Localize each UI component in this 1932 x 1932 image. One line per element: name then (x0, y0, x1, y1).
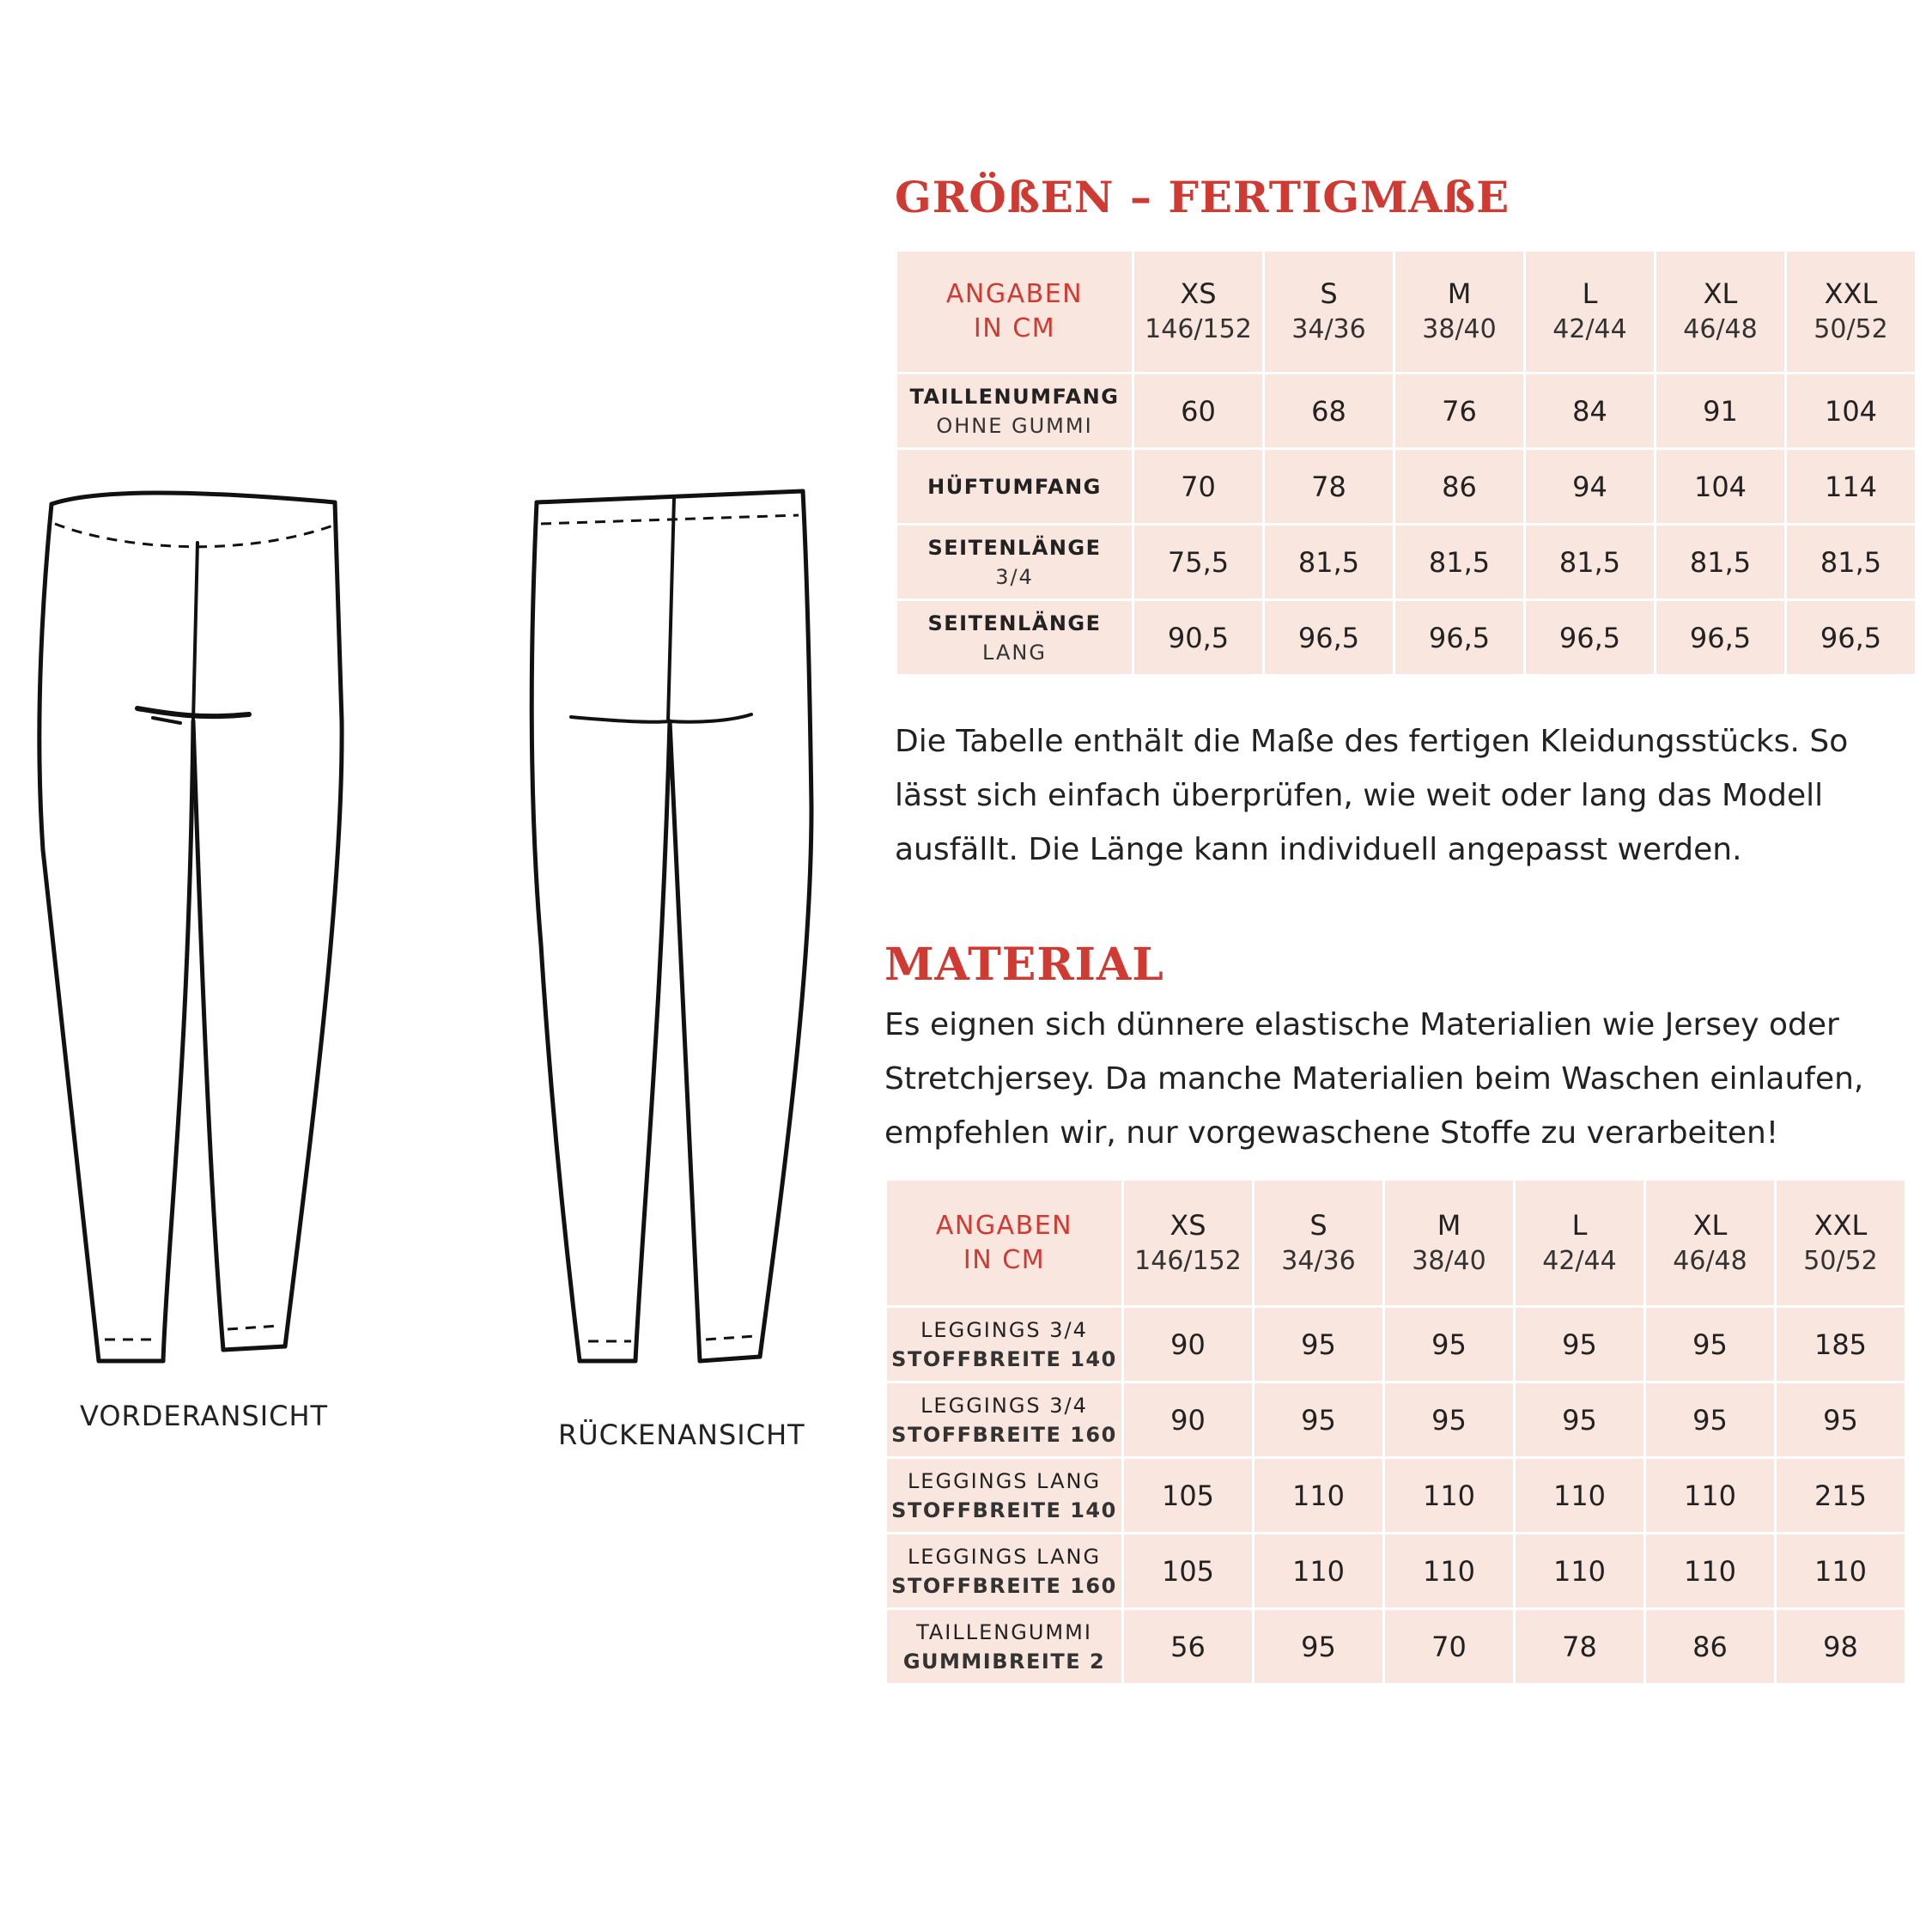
table-cell: 96,5 (1525, 600, 1656, 676)
table-cell: 110 (1384, 1458, 1515, 1534)
table-cell: 110 (1254, 1458, 1384, 1534)
size-range: 50/52 (1803, 1245, 1878, 1276)
size-range: 46/48 (1673, 1245, 1747, 1276)
table-cell: 91 (1656, 374, 1786, 449)
table-cell: 98 (1776, 1609, 1906, 1685)
size-range: 146/152 (1134, 1245, 1242, 1276)
row-label-main: SEITENLÄNGE (927, 611, 1102, 635)
table-cell: 110 (1515, 1458, 1645, 1534)
table-header-row (886, 1180, 1906, 1307)
units-line-2: IN CM (963, 1244, 1046, 1275)
row-label-main: SEITENLÄNGE (927, 535, 1102, 560)
size-label: XXL (1814, 1208, 1868, 1242)
size-label: XS (1180, 277, 1217, 310)
table-row (886, 1609, 1906, 1685)
size-range: 46/48 (1683, 314, 1758, 344)
table-cell: 60 (1133, 374, 1264, 449)
size-label: XL (1692, 1208, 1728, 1242)
size-header-xs (1123, 1180, 1254, 1307)
table-cell: 104 (1656, 449, 1786, 525)
size-header-m (1384, 1180, 1515, 1307)
units-header (896, 251, 1133, 374)
row-label (886, 1382, 1123, 1458)
table-cell: 94 (1525, 449, 1656, 525)
finished-measurements-table (895, 249, 1917, 677)
row-label-main: HÜFTUMFANG (927, 474, 1102, 499)
size-label: S (1309, 1208, 1327, 1242)
sizes-heading: GRÖßEN – FERTIGMAßE (895, 172, 1510, 222)
size-header-l (1525, 251, 1656, 374)
back-view-caption: RÜCKENANSICHT (558, 1419, 805, 1451)
size-header-xs (1133, 251, 1264, 374)
size-header-xxl (1786, 251, 1917, 374)
table-cell: 68 (1264, 374, 1394, 449)
size-header-s (1254, 1180, 1384, 1307)
material-description: Es eignen sich dünnere elastische Materialien wie Jersey oder Stretchjersey. Da manche Materialien beim Waschen einlaufen, empfehlen wir, nur vorgewaschene Stoffe zu verarbeiten! (884, 1007, 1864, 1151)
table-cell: 81,5 (1264, 525, 1394, 600)
row-label-sub: 3/4 (995, 564, 1034, 589)
row-label (896, 374, 1133, 449)
size-header-xl (1645, 1180, 1776, 1307)
material-requirements-table (884, 1178, 1907, 1686)
row-label-sub: STOFFBREITE 160 (891, 1573, 1117, 1598)
table-cell: 90 (1123, 1382, 1254, 1458)
row-label-sub: OHNE GUMMI (936, 413, 1093, 438)
row-label-sub: GUMMIBREITE 2 (902, 1649, 1106, 1674)
table-cell: 95 (1645, 1307, 1776, 1382)
row-label-main: LEGGINGS 3/4 (920, 1393, 1088, 1418)
table-cell: 95 (1776, 1382, 1906, 1458)
table-cell: 96,5 (1264, 600, 1394, 676)
row-label (886, 1609, 1123, 1685)
front-view-drawing (17, 464, 361, 1391)
size-label: XXL (1824, 277, 1878, 310)
table-header-row (896, 251, 1917, 374)
table-row (896, 449, 1917, 525)
material-heading: MATERIAL (884, 939, 1164, 991)
table-cell: 86 (1645, 1609, 1776, 1685)
row-label-main: LEGGINGS LANG (907, 1544, 1102, 1569)
size-range: 34/36 (1291, 314, 1366, 344)
table-cell: 96,5 (1656, 600, 1786, 676)
table-cell: 96,5 (1394, 600, 1525, 676)
front-view-caption: VORDERANSICHT (80, 1400, 329, 1432)
table-cell: 215 (1776, 1458, 1906, 1534)
table-row (896, 374, 1917, 449)
size-range: 38/40 (1422, 314, 1497, 344)
row-label-sub: LANG (982, 640, 1047, 665)
row-label-main: LEGGINGS 3/4 (920, 1317, 1088, 1342)
table-cell: 104 (1786, 374, 1917, 449)
row-label (886, 1458, 1123, 1534)
size-label: M (1447, 277, 1472, 310)
row-label-main: TAILLENUMFANG (909, 384, 1120, 409)
table-cell: 95 (1254, 1382, 1384, 1458)
table-cell: 110 (1645, 1458, 1776, 1534)
table-row (886, 1382, 1906, 1458)
size-range: 50/52 (1814, 314, 1888, 344)
row-label-sub: STOFFBREITE 140 (891, 1346, 1117, 1371)
table-cell: 84 (1525, 374, 1656, 449)
table-cell: 81,5 (1786, 525, 1917, 600)
size-header-xxl (1776, 1180, 1906, 1307)
units-line-1: ANGABEN (945, 279, 1084, 309)
units-header (886, 1180, 1123, 1307)
table-cell: 110 (1645, 1534, 1776, 1609)
table-row (896, 525, 1917, 600)
table-row (896, 600, 1917, 676)
size-range: 34/36 (1281, 1245, 1356, 1276)
table-cell: 95 (1645, 1382, 1776, 1458)
size-label: S (1320, 277, 1338, 310)
table-cell: 81,5 (1394, 525, 1525, 600)
table-cell: 110 (1384, 1534, 1515, 1609)
size-range: 146/152 (1145, 314, 1252, 344)
table-cell: 56 (1123, 1609, 1254, 1685)
table-cell: 70 (1133, 449, 1264, 525)
table-cell: 78 (1515, 1609, 1645, 1685)
size-range: 42/44 (1552, 314, 1627, 344)
table-cell: 95 (1254, 1609, 1384, 1685)
table-cell: 110 (1254, 1534, 1384, 1609)
table-cell: 90,5 (1133, 600, 1264, 676)
size-label: M (1437, 1208, 1461, 1242)
table-cell: 81,5 (1656, 525, 1786, 600)
row-label-sub: STOFFBREITE 140 (891, 1498, 1117, 1522)
units-line-2: IN CM (973, 313, 1056, 343)
table-cell: 90 (1123, 1307, 1254, 1382)
row-label-sub: STOFFBREITE 160 (891, 1422, 1117, 1447)
row-label (886, 1307, 1123, 1382)
row-label (886, 1534, 1123, 1609)
size-label: L (1571, 1208, 1588, 1242)
table-row (886, 1307, 1906, 1382)
table-cell: 76 (1394, 374, 1525, 449)
sizes-note: Die Tabelle enthält die Maße des fertigen Kleidungsstücks. So lässt sich einfach überprüfen, wie weit oder lang das Modell ausfällt. Die Länge kann individuell angepasst werden. (895, 724, 1849, 867)
size-label: L (1582, 277, 1598, 310)
table-row (886, 1534, 1906, 1609)
table-cell: 95 (1515, 1307, 1645, 1382)
row-label-main: LEGGINGS LANG (907, 1468, 1102, 1493)
units-line-1: ANGABEN (935, 1210, 1073, 1241)
table-cell: 78 (1264, 449, 1394, 525)
row-label (896, 449, 1133, 525)
table-cell: 70 (1384, 1609, 1515, 1685)
table-cell: 95 (1384, 1307, 1515, 1382)
size-header-xl (1656, 251, 1786, 374)
table-cell: 86 (1394, 449, 1525, 525)
table-cell: 75,5 (1133, 525, 1264, 600)
table-cell: 81,5 (1525, 525, 1656, 600)
table-cell: 185 (1776, 1307, 1906, 1382)
size-label: XL (1703, 277, 1738, 310)
table-cell: 114 (1786, 449, 1917, 525)
size-label: XS (1170, 1208, 1206, 1242)
table-cell: 105 (1123, 1458, 1254, 1534)
table-cell: 110 (1776, 1534, 1906, 1609)
table-cell: 110 (1515, 1534, 1645, 1609)
size-header-m (1394, 251, 1525, 374)
table-row (886, 1458, 1906, 1534)
row-label (896, 600, 1133, 676)
size-header-l (1515, 1180, 1645, 1307)
row-label (896, 525, 1133, 600)
table-cell: 95 (1254, 1307, 1384, 1382)
size-header-s (1264, 251, 1394, 374)
table-cell: 95 (1515, 1382, 1645, 1458)
table-cell: 105 (1123, 1534, 1254, 1609)
table-cell: 95 (1384, 1382, 1515, 1458)
back-view-drawing (515, 464, 841, 1391)
row-label-main: TAILLENGUMMI (916, 1619, 1092, 1644)
size-range: 38/40 (1412, 1245, 1486, 1276)
table-cell: 96,5 (1786, 600, 1917, 676)
size-range: 42/44 (1542, 1245, 1617, 1276)
